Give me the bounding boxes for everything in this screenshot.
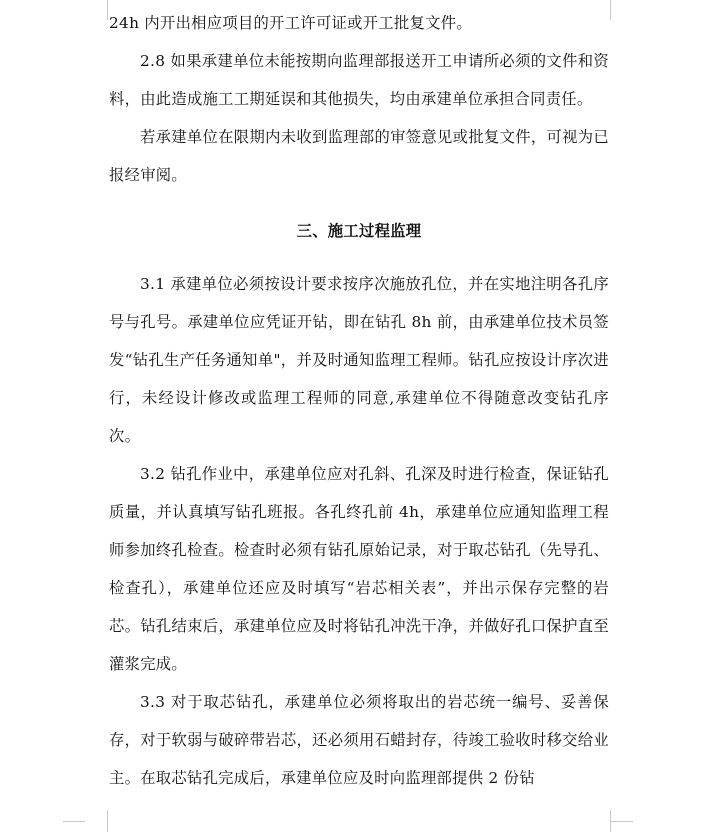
paragraph-continued: 24h 内开出相应项目的开工许可证或开工批复文件。 (109, 14, 472, 32)
page-corner-mark-bottom-left (85, 810, 108, 832)
page-corner-line-bottom-right (611, 821, 633, 822)
paragraph-review-deadline: 若承建单位在限期内未收到监理部的审签意见或批复文件，可视为已报经审阅。 (109, 128, 609, 184)
section-heading: 三、施工过程监理 (296, 222, 422, 240)
paragraph-2-8: 2.8 如果承建单位未能按期向监理部报送开工申请所必须的文件和资料，由此造成施工工期延误和其他损失，均由承建单位承担合同责任。 (109, 52, 609, 108)
page-corner-mark-top-right (610, 0, 633, 20)
document-body (109, 4, 609, 797)
page-corner-mark-top-left (85, 0, 108, 20)
paragraph-3-2: 3.2 钻孔作业中，承建单位应对孔斜、孔深及时进行检查，保证钻孔质量，并认真填写钻孔班报。各孔终孔前 4h，承建单位应通知监理工程师参加终孔检查。检查时必须有钻孔原始记录，对于取芯钻孔（先导孔、检查孔），承建单位还应及时填写“岩芯相关表”，并出示保存完整的岩芯。钻孔结束后，承建单位应及时将钻孔冲洗干净，并做好孔口保护直至灌浆完成。 (109, 465, 609, 673)
page-corner-line-bottom-left (63, 821, 85, 822)
paragraph-3-3: 3.3 对于取芯钻孔，承建单位必须将取出的岩芯统一编号、妥善保存，对于软弱与破碎带岩芯，还必须用石蜡封存，待竣工验收时移交给业主。在取芯钻孔完成后，承建单位应及时向监理部提供 2 份钻 (109, 693, 609, 787)
paragraph-3-1: 3.1 承建单位必须按设计要求按序次施放孔位，并在实地注明各孔序号与孔号。承建单位应凭证开钻，即在钻孔 8h 前，由承建单位技术员签发“钻孔生产任务通知单"，并及时通知监理工程师。钻孔应按设计序次进行，未经设计修改或监理工程师的同意,承建单位不得随意改变钻孔序次。 (109, 275, 609, 445)
